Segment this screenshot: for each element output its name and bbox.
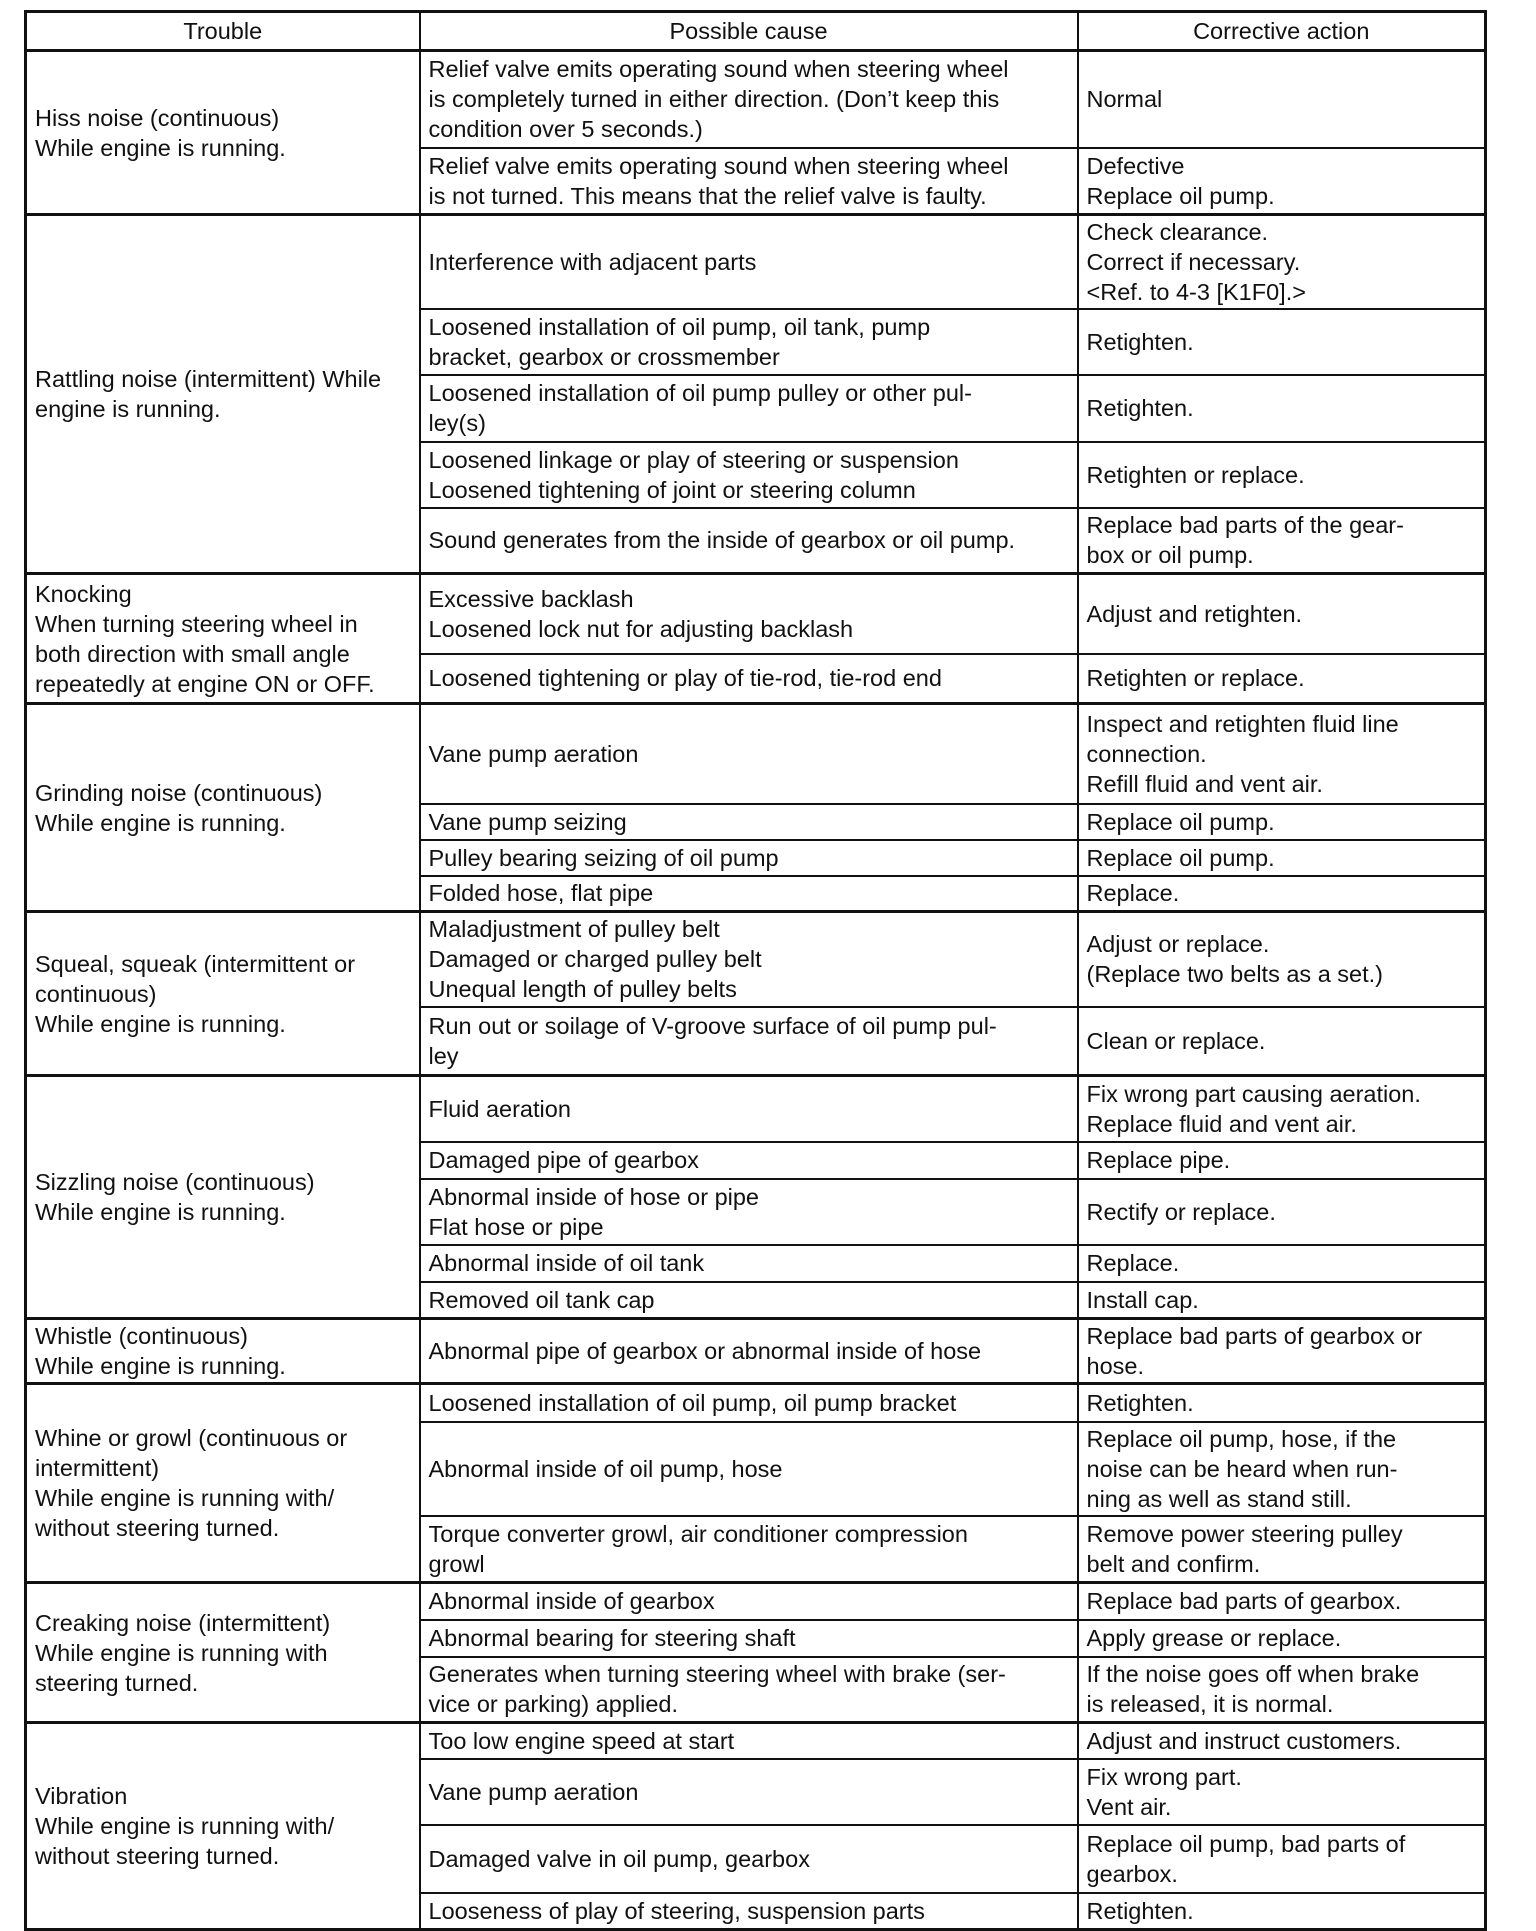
cause-cell: Interference with adjacent parts xyxy=(420,215,1078,309)
action-cell: Adjust and retighten. xyxy=(1078,574,1486,654)
cause-cell: Abnormal inside of gearbox xyxy=(420,1583,1078,1620)
table-header-row xyxy=(26,12,1486,51)
cause-cell: Loosened installation of oil pump pulley or other pul- ley(s) xyxy=(420,375,1078,442)
trouble-cell: Knocking When turning steering wheel in both direction with small angle repeatedly at engine ON or OFF. xyxy=(26,574,420,704)
action-cell: If the noise goes off when brake is released, it is normal. xyxy=(1078,1657,1486,1723)
cause-cell: Vane pump aeration xyxy=(420,1759,1078,1825)
table-row xyxy=(26,574,1486,654)
table-row xyxy=(26,1076,1486,1142)
action-cell: Replace oil pump. xyxy=(1078,804,1486,840)
action-cell: Check clearance. Correct if necessary. <Ref. to 4-3 [K1F0].> xyxy=(1078,215,1486,309)
cause-cell: Pulley bearing seizing of oil pump xyxy=(420,840,1078,876)
troubleshooting-table xyxy=(24,10,1487,1931)
trouble-cell: Vibration While engine is running with/ without steering turned. xyxy=(26,1723,420,1930)
cause-cell: Relief valve emits operating sound when steering wheel is not turned. This means that the relief valve is faulty. xyxy=(420,148,1078,215)
action-cell: Clean or replace. xyxy=(1078,1007,1486,1076)
table-row xyxy=(26,912,1486,1007)
table-row xyxy=(26,1384,1486,1422)
cause-cell: Relief valve emits operating sound when steering wheel is completely turned in either direction. (Don’t keep this condition over 5 seconds.) xyxy=(420,51,1078,148)
table-row xyxy=(26,51,1486,148)
action-cell: Retighten. xyxy=(1078,375,1486,442)
action-cell: Replace. xyxy=(1078,876,1486,912)
action-cell: Replace oil pump, bad parts of gearbox. xyxy=(1078,1825,1486,1893)
cause-cell: Loosened installation of oil pump, oil tank, pump bracket, gearbox or crossmember xyxy=(420,309,1078,375)
table-row xyxy=(26,215,1486,309)
cause-cell: Loosened tightening or play of tie-rod, tie-rod end xyxy=(420,654,1078,704)
action-cell: Replace bad parts of gearbox. xyxy=(1078,1583,1486,1620)
cause-cell: Vane pump aeration xyxy=(420,704,1078,804)
cause-cell: Loosened installation of oil pump, oil pump bracket xyxy=(420,1384,1078,1422)
trouble-cell: Squeal, squeak (intermittent or continuous) While engine is running. xyxy=(26,912,420,1076)
cause-cell: Sound generates from the inside of gearbox or oil pump. xyxy=(420,508,1078,574)
cause-cell: Vane pump seizing xyxy=(420,804,1078,840)
cause-cell: Folded hose, flat pipe xyxy=(420,876,1078,912)
cause-cell: Damaged valve in oil pump, gearbox xyxy=(420,1825,1078,1893)
action-cell: Fix wrong part. Vent air. xyxy=(1078,1759,1486,1825)
trouble-cell: Creaking noise (intermittent) While engine is running with steering turned. xyxy=(26,1583,420,1723)
table-body xyxy=(26,51,1486,1930)
trouble-cell: Grinding noise (continuous) While engine is running. xyxy=(26,704,420,912)
trouble-cell: Sizzling noise (continuous) While engine is running. xyxy=(26,1076,420,1319)
trouble-cell: Rattling noise (intermittent) While engine is running. xyxy=(26,215,420,574)
action-cell: Fix wrong part causing aeration. Replace fluid and vent air. xyxy=(1078,1076,1486,1142)
table-row xyxy=(26,1319,1486,1384)
action-cell: Defective Replace oil pump. xyxy=(1078,148,1486,215)
action-cell: Retighten or replace. xyxy=(1078,654,1486,704)
action-cell: Inspect and retighten fluid line connection. Refill fluid and vent air. xyxy=(1078,704,1486,804)
cause-cell: Generates when turning steering wheel with brake (ser- vice or parking) applied. xyxy=(420,1657,1078,1723)
trouble-cell: Hiss noise (continuous) While engine is running. xyxy=(26,51,420,215)
cause-cell: Abnormal inside of hose or pipe Flat hose or pipe xyxy=(420,1179,1078,1245)
action-cell: Install cap. xyxy=(1078,1282,1486,1319)
action-cell: Remove power steering pulley belt and confirm. xyxy=(1078,1516,1486,1583)
action-cell: Adjust and instruct customers. xyxy=(1078,1723,1486,1759)
cause-cell: Too low engine speed at start xyxy=(420,1723,1078,1759)
cause-cell: Maladjustment of pulley belt Damaged or charged pulley belt Unequal length of pulley belts xyxy=(420,912,1078,1007)
table-row xyxy=(26,1583,1486,1620)
cause-cell: Abnormal inside of oil tank xyxy=(420,1245,1078,1282)
cause-cell: Fluid aeration xyxy=(420,1076,1078,1142)
cause-cell: Abnormal bearing for steering shaft xyxy=(420,1620,1078,1657)
action-cell: Adjust or replace. (Replace two belts as a set.) xyxy=(1078,912,1486,1007)
cause-cell: Looseness of play of steering, suspension parts xyxy=(420,1893,1078,1930)
action-cell: Replace oil pump. xyxy=(1078,840,1486,876)
action-cell: Apply grease or replace. xyxy=(1078,1620,1486,1657)
header-corrective-action: Corrective action xyxy=(1078,12,1486,51)
cause-cell: Loosened linkage or play of steering or suspension Loosened tightening of joint or steering column xyxy=(420,442,1078,508)
cause-cell: Run out or soilage of V-groove surface of oil pump pul- ley xyxy=(420,1007,1078,1076)
table-row xyxy=(26,704,1486,804)
action-cell: Retighten. xyxy=(1078,309,1486,375)
cause-cell: Removed oil tank cap xyxy=(420,1282,1078,1319)
action-cell: Normal xyxy=(1078,51,1486,148)
cause-cell: Torque converter growl, air conditioner compression growl xyxy=(420,1516,1078,1583)
cause-cell: Damaged pipe of gearbox xyxy=(420,1142,1078,1179)
action-cell: Retighten or replace. xyxy=(1078,442,1486,508)
action-cell: Replace oil pump, hose, if the noise can be heard when run- ning as well as stand still. xyxy=(1078,1422,1486,1516)
table-row xyxy=(26,1723,1486,1759)
cause-cell: Abnormal pipe of gearbox or abnormal inside of hose xyxy=(420,1319,1078,1384)
action-cell: Retighten. xyxy=(1078,1893,1486,1930)
action-cell: Replace. xyxy=(1078,1245,1486,1282)
trouble-cell: Whistle (continuous) While engine is running. xyxy=(26,1319,420,1384)
cause-cell: Abnormal inside of oil pump, hose xyxy=(420,1422,1078,1516)
action-cell: Rectify or replace. xyxy=(1078,1179,1486,1245)
action-cell: Retighten. xyxy=(1078,1384,1486,1422)
action-cell: Replace bad parts of gearbox or hose. xyxy=(1078,1319,1486,1384)
cause-cell: Excessive backlash Loosened lock nut for adjusting backlash xyxy=(420,574,1078,654)
action-cell: Replace bad parts of the gear- box or oil pump. xyxy=(1078,508,1486,574)
trouble-cell: Whine or growl (continuous or intermittent) While engine is running with/ without steering turned. xyxy=(26,1384,420,1583)
header-trouble: Trouble xyxy=(26,12,420,51)
header-possible-cause: Possible cause xyxy=(420,12,1078,51)
action-cell: Replace pipe. xyxy=(1078,1142,1486,1179)
